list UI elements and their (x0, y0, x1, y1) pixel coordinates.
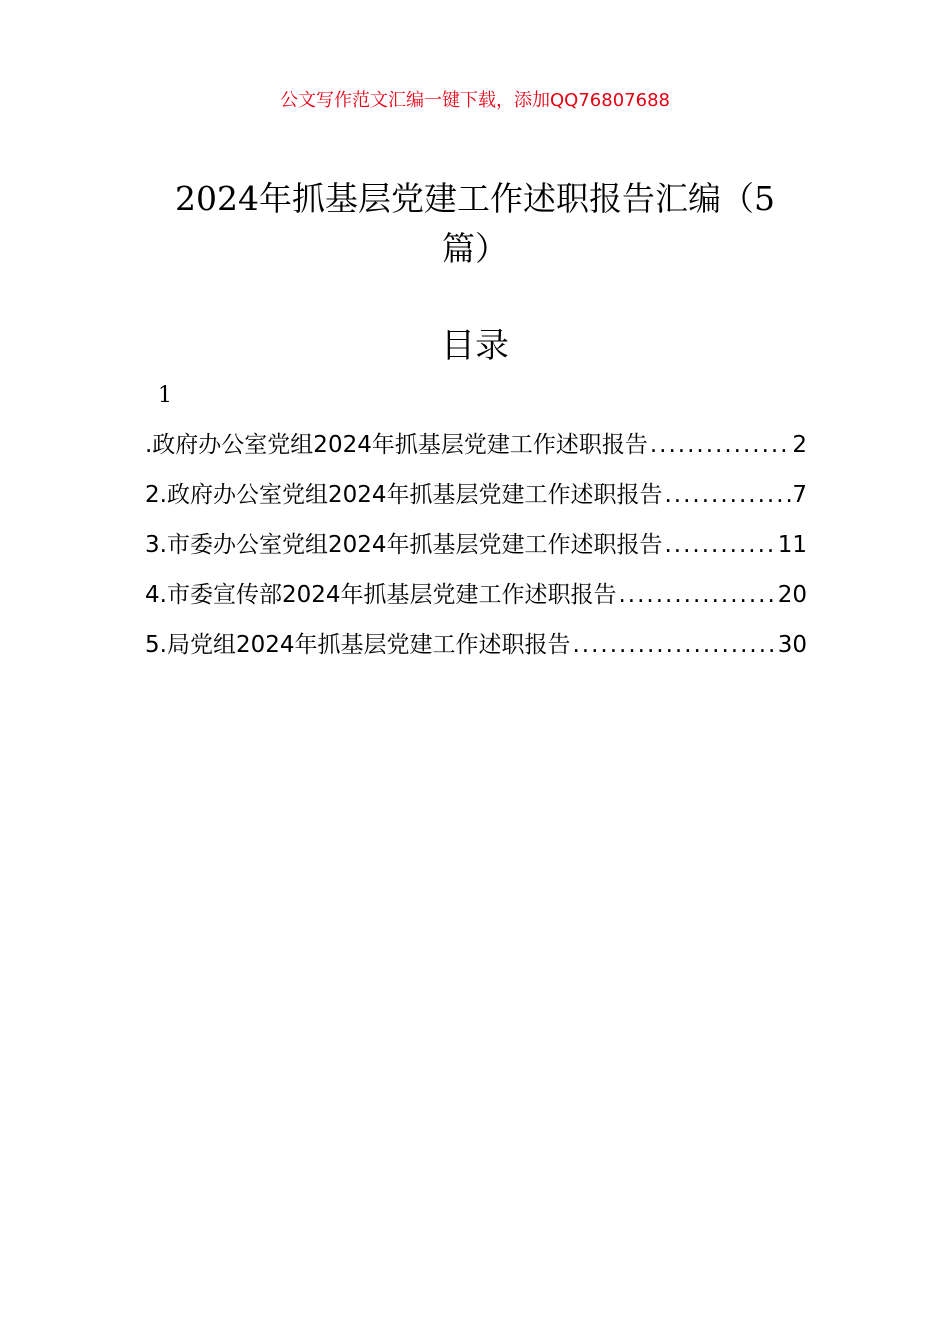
toc-entry-page: 2 (792, 432, 807, 458)
toc-entry-page: 7 (792, 482, 807, 508)
document-title-line-2: 篇） (442, 229, 508, 268)
toc-leader-dots (570, 620, 777, 670)
document-title-line-1: 2024年抓基层党建工作述职报告汇编（5 (175, 179, 775, 218)
toc-entry-label: .政府办公室党组2024年抓基层党建工作述职报告 (145, 432, 648, 458)
toc-entry[interactable] (145, 470, 807, 520)
toc-entry-label: 4.市委宣传部2024年抓基层党建工作述职报告 (145, 582, 617, 608)
toc-leader-dots (662, 520, 777, 570)
toc-entry-label: 5.局党组2024年抓基层党建工作述职报告 (145, 632, 571, 658)
toc-entry[interactable] (145, 570, 807, 620)
toc-entry[interactable] (145, 420, 807, 470)
toc-stray-number: 1 (158, 383, 172, 408)
table-of-contents (145, 420, 807, 670)
toc-heading: 目录 (441, 326, 509, 366)
toc-entry-page: 20 (777, 582, 807, 608)
toc-leader-dots (662, 470, 792, 520)
toc-leader-dots (648, 420, 793, 470)
toc-entry[interactable] (145, 520, 807, 570)
toc-entry-label: 2.政府办公室党组2024年抓基层党建工作述职报告 (145, 482, 663, 508)
document-title (145, 174, 805, 274)
promo-line: 公文写作范文汇编一键下载，添加QQ76807688 (280, 90, 670, 111)
toc-entry-page: 30 (777, 632, 807, 658)
toc-entry-page: 11 (777, 532, 807, 558)
toc-entry[interactable] (145, 620, 807, 670)
toc-leader-dots (616, 570, 777, 620)
toc-entry-label: 3.市委办公室党组2024年抓基层党建工作述职报告 (145, 532, 663, 558)
